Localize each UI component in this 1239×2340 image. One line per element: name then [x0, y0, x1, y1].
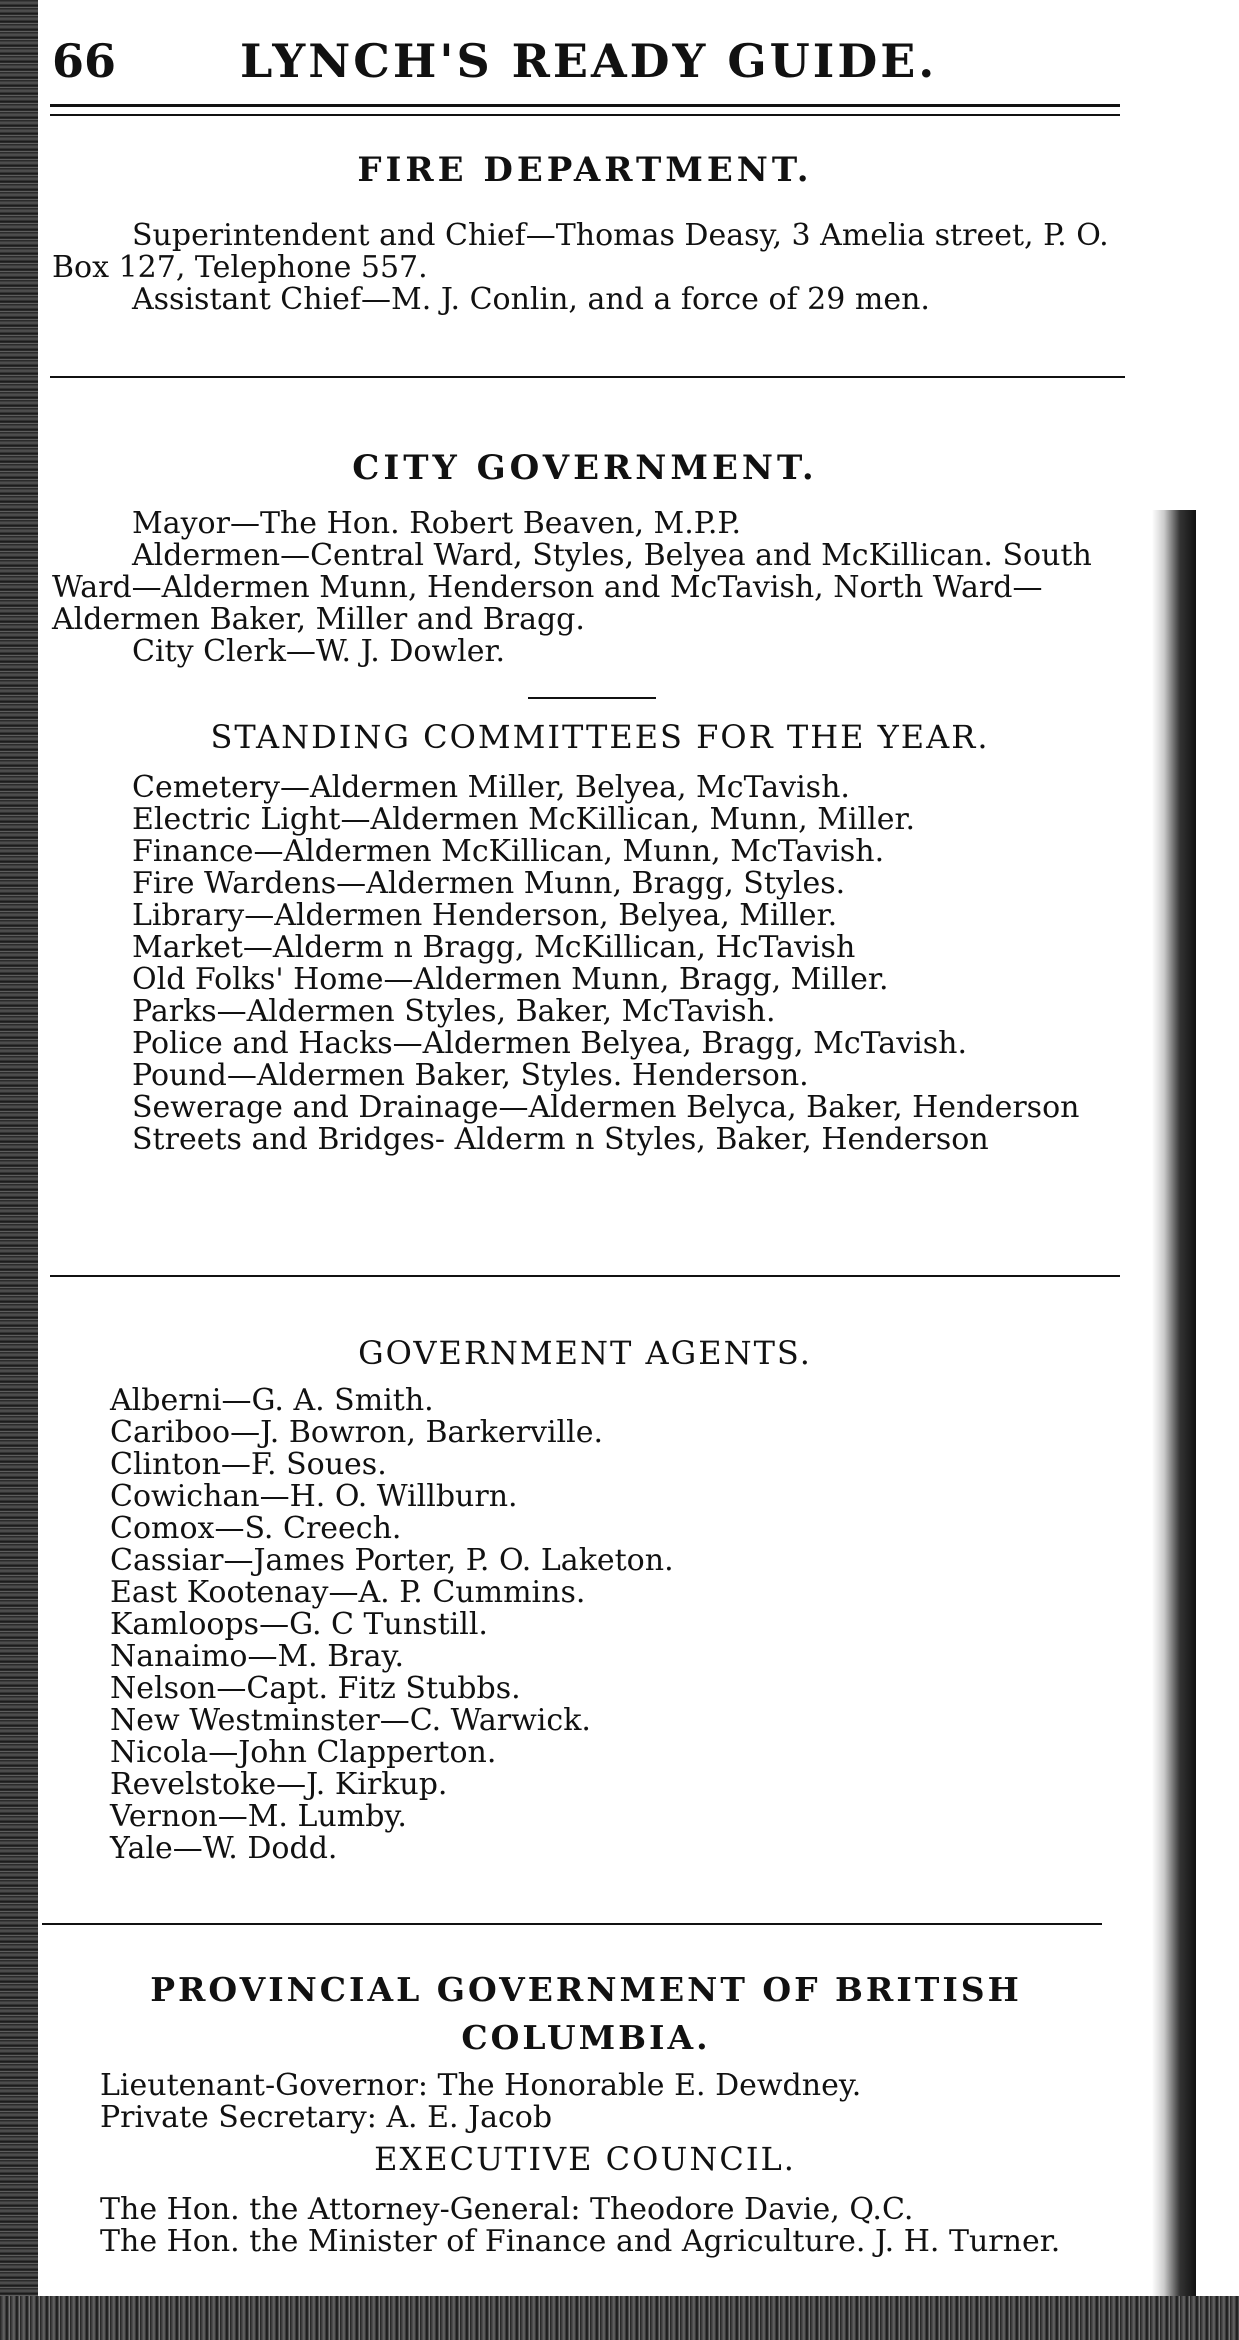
committees-list: [52, 772, 1124, 1156]
committees-rule: [50, 1275, 1120, 1277]
fire-department-text: [52, 220, 1124, 316]
agent-item: Vernon—M. Lumby.: [110, 1799, 407, 1834]
city-government-text: [52, 508, 1124, 668]
committee-item: Fire Wardens—Aldermen Munn, Bragg, Styles.: [132, 866, 846, 901]
fire-assistant-chief: Assistant Chief—M. J. Conlin, and a force of 29 men.: [132, 282, 930, 317]
agent-item: Nicola—John Clapperton.: [110, 1735, 497, 1770]
agents-rule: [42, 1923, 1102, 1925]
scan-edge-right: [1152, 510, 1196, 2340]
agent-item: Kamloops—G. C Tunstill.: [110, 1607, 488, 1642]
header-rule-bottom: [50, 114, 1120, 116]
private-secretary: Private Secretary: A. E. Jacob: [100, 2100, 553, 2135]
committee-item: Old Folks' Home—Aldermen Munn, Bragg, Miller.: [132, 962, 889, 997]
page-number: 66: [52, 34, 117, 88]
executive-council-title: EXECUTIVE COUNCIL.: [374, 2140, 796, 2178]
committee-item: Sewerage and Drainage—Aldermen Belyca, Baker, Henderson: [132, 1090, 1080, 1125]
scan-edge-left: [0, 0, 38, 2340]
fire-department-title: FIRE DEPARTMENT.: [357, 150, 813, 190]
agent-item: Cassiar—James Porter, P. O. Laketon.: [110, 1543, 674, 1578]
agent-item: New Westminster—C. Warwick.: [110, 1703, 591, 1738]
committee-item: Streets and Bridges- Alderm n Styles, Baker, Henderson: [132, 1122, 989, 1157]
agent-item: Alberni—G. A. Smith.: [110, 1383, 434, 1418]
committee-item: Market—Alderm n Bragg, McKillican, HcTavish: [132, 930, 856, 965]
agent-item: Yale—W. Dodd.: [110, 1831, 338, 1866]
city-government-title: CITY GOVERNMENT.: [352, 448, 818, 488]
city-short-rule: [528, 697, 656, 699]
committee-item: Pound—Aldermen Baker, Styles. Henderson.: [132, 1058, 809, 1093]
agent-item: Nelson—Capt. Fitz Stubbs.: [110, 1671, 521, 1706]
agent-item: Clinton—F. Soues.: [110, 1447, 387, 1482]
fire-superintendent: Superintendent and Chief—Thomas Deasy, 3 Amelia street, P. O. Box 127, Telephone 557.: [52, 218, 1109, 285]
provincial-title-line2: COLUMBIA.: [461, 2018, 711, 2057]
fire-section-rule: [50, 376, 1125, 378]
committee-item: Library—Aldermen Henderson, Belyea, Miller.: [132, 898, 838, 933]
agent-item: Cowichan—H. O. Willburn.: [110, 1479, 518, 1514]
city-aldermen: Aldermen—Central Ward, Styles, Belyea and McKillican. South Ward—Aldermen Munn, Henderson and McTavish, North Ward—Aldermen Baker, Miller and Bragg.: [52, 538, 1092, 637]
executive-member: The Hon. the Minister of Finance and Agriculture. J. H. Turner.: [100, 2224, 1061, 2259]
committee-item: Finance—Aldermen McKillican, Munn, McTavish.: [132, 834, 885, 869]
agent-item: Revelstoke—J. Kirkup.: [110, 1767, 448, 1802]
agents-list: [110, 1385, 1120, 1865]
scan-edge-bottom: [0, 2296, 1239, 2340]
agents-title: GOVERNMENT AGENTS.: [358, 1334, 812, 1372]
agent-item: Comox—S. Creech.: [110, 1511, 402, 1546]
executive-member: The Hon. the Attorney-General: Theodore Davie, Q.C.: [100, 2192, 914, 2227]
city-mayor: Mayor—The Hon. Robert Beaven, M.P.P.: [132, 506, 742, 541]
agent-item: East Kootenay—A. P. Cummins.: [110, 1575, 586, 1610]
provincial-title-line1: PROVINCIAL GOVERNMENT OF BRITISH: [150, 1970, 1022, 2009]
committees-title: STANDING COMMITTEES FOR THE YEAR.: [210, 718, 990, 756]
committee-item: Cemetery—Aldermen Miller, Belyea, McTavish.: [132, 770, 850, 805]
committee-item: Electric Light—Aldermen McKillican, Munn, Miller.: [132, 802, 916, 837]
header-rule-top: [50, 104, 1120, 107]
lieutenant-governor: Lieutenant-Governor: The Honorable E. Dewdney.: [100, 2068, 862, 2103]
committee-item: Police and Hacks—Aldermen Belyea, Bragg, McTavish.: [132, 1026, 967, 1061]
provincial-officers: [100, 2070, 1130, 2134]
executive-council-list: [36, 2194, 1126, 2258]
city-clerk: City Clerk—W. J. Dowler.: [132, 634, 506, 669]
agent-item: Cariboo—J. Bowron, Barkerville.: [110, 1415, 604, 1450]
agent-item: Nanaimo—M. Bray.: [110, 1639, 405, 1674]
committee-item: Parks—Aldermen Styles, Baker, McTavish.: [132, 994, 776, 1029]
running-title: LYNCH'S READY GUIDE.: [240, 34, 938, 88]
